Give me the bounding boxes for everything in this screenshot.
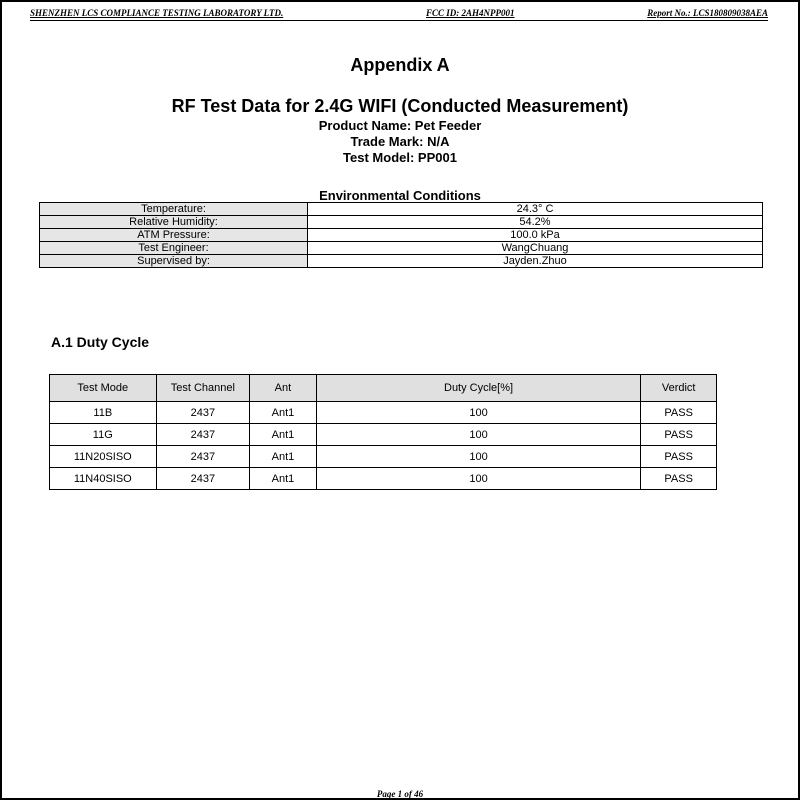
column-header: Ant <box>250 375 317 402</box>
env-value: 24.3° C <box>308 203 763 216</box>
page-header <box>30 8 768 21</box>
cell-ant: Ant1 <box>250 446 317 468</box>
product-name: Product Name: Pet Feeder <box>318 118 482 133</box>
cell-ant: Ant1 <box>250 402 317 424</box>
cell-ant: Ant1 <box>250 424 317 446</box>
cell-test-mode: 11B <box>50 402 157 424</box>
cell-duty-cycle: 100 <box>316 424 641 446</box>
cell-test-channel: 2437 <box>156 468 250 490</box>
column-header: Test Channel <box>156 375 250 402</box>
environment-table <box>39 202 763 268</box>
page-footer: Page 1 of 46 <box>376 789 424 799</box>
cell-verdict: PASS <box>641 446 717 468</box>
table-row <box>40 255 763 268</box>
column-header: Verdict <box>641 375 717 402</box>
column-header: Test Mode <box>50 375 157 402</box>
test-model: Test Model: PP001 <box>343 150 457 165</box>
table-row <box>50 424 717 446</box>
table-row <box>40 216 763 229</box>
env-label: Temperature: <box>40 203 308 216</box>
cell-test-channel: 2437 <box>156 402 250 424</box>
section-title-duty-cycle: A.1 Duty Cycle <box>51 334 150 350</box>
cell-verdict: PASS <box>641 402 717 424</box>
table-row <box>40 229 763 242</box>
cell-test-mode: 11G <box>50 424 157 446</box>
cell-test-mode: 11N20SISO <box>50 446 157 468</box>
column-header: Duty Cycle[%] <box>316 375 641 402</box>
env-value: 100.0 kPa <box>308 229 763 242</box>
env-value: Jayden.Zhuo <box>308 255 763 268</box>
appendix-title: Appendix A <box>350 55 450 75</box>
table-row <box>50 468 717 490</box>
cell-test-channel: 2437 <box>156 424 250 446</box>
env-value: WangChuang <box>308 242 763 255</box>
cell-verdict: PASS <box>641 424 717 446</box>
environment-title: Environmental Conditions <box>319 188 481 203</box>
rf-test-title: RF Test Data for 2.4G WIFI (Conducted Measurement) <box>171 96 629 116</box>
cell-duty-cycle: 100 <box>316 468 641 490</box>
table-row <box>40 242 763 255</box>
cell-verdict: PASS <box>641 468 717 490</box>
env-value: 54.2% <box>308 216 763 229</box>
table-row <box>40 203 763 216</box>
header-lab-name: SHENZHEN LCS COMPLIANCE TESTING LABORATORY LTD. <box>30 8 284 18</box>
env-label: Test Engineer: <box>40 242 308 255</box>
duty-cycle-table <box>49 374 717 490</box>
env-label: Relative Humidity: <box>40 216 308 229</box>
env-label: Supervised by: <box>40 255 308 268</box>
table-row <box>50 446 717 468</box>
cell-duty-cycle: 100 <box>316 446 641 468</box>
cell-duty-cycle: 100 <box>316 402 641 424</box>
table-row <box>50 402 717 424</box>
header-report-no: Report No.: LCS180809038AEA <box>647 8 768 18</box>
header-fcc-id: FCC ID: 2AH4NPP001 <box>426 8 515 18</box>
cell-ant: Ant1 <box>250 468 317 490</box>
trade-mark: Trade Mark: N/A <box>350 134 450 149</box>
cell-test-mode: 11N40SISO <box>50 468 157 490</box>
env-label: ATM Pressure: <box>40 229 308 242</box>
cell-test-channel: 2437 <box>156 446 250 468</box>
table-header-row <box>50 375 717 402</box>
